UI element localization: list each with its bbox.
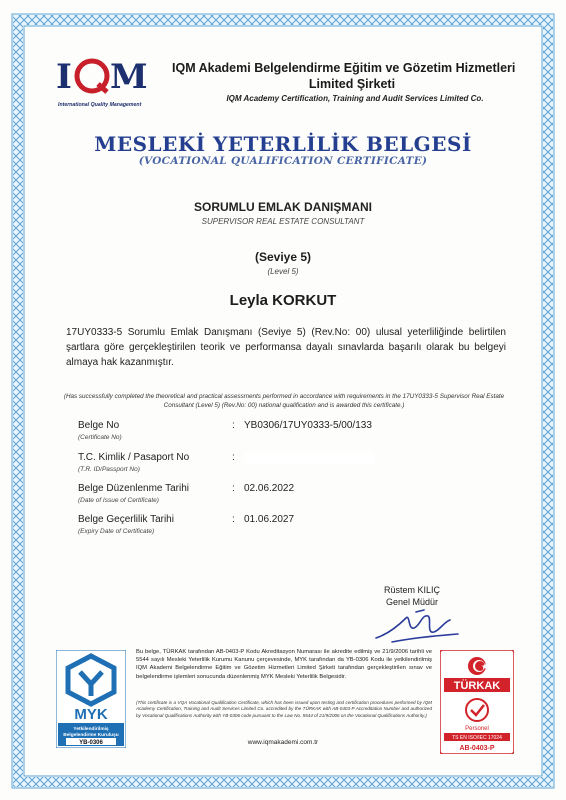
field-value-issue-date: 02.06.2022 [244, 483, 295, 494]
svg-text:M: M [110, 57, 148, 97]
statement-tr: 17UY0333-5 Sorumlu Emlak Danışmanı (Seviye 5) (Rev.No: 00) ulusal yeterliliğinde belirtilen şartlara göre gerçekleştirilen teorik ve performansa dayalı sınavlarda başarılı olarak bu belgeyi almaya hak kazanmıştır. [66, 327, 506, 368]
field-colon: : [232, 483, 235, 494]
svg-text:TÜRKAK: TÜRKAK [453, 680, 501, 692]
svg-text:International Quality Manageme: International Quality Management [58, 102, 142, 108]
holder-name: Leyla KORKUT [229, 292, 337, 309]
statement-en: (Has successfully completed the theoretical and practical assessments performed in accordance with requirements in the 17UY0333-5 Supervisor Real Estate Consultant (Level 5) (Rev.No: 00) national qualification and is awarded this certificate.) [63, 393, 505, 409]
field-sub-expiry-date: (Expiry Date of Certificate) [78, 528, 155, 535]
certificate-title: MESLEKİ YETERLİLİK BELGESİ [94, 132, 472, 156]
signer-name: Rüstem KILIÇ [383, 585, 441, 595]
field-label-issue-date: Belge Düzenlenme Tarihi [78, 483, 189, 494]
svg-text:I: I [56, 57, 72, 97]
org-name-line1: IQM Akademi Belgelendirme Eğitim ve Gözetim Hizmetleri [172, 61, 516, 75]
svg-text:MYK: MYK [74, 706, 108, 723]
field-colon: : [232, 452, 235, 463]
field-value-id-no-redacted [244, 452, 374, 464]
signer-title: Genel Müdür [385, 597, 439, 607]
field-sub-id-no: (T.R. ID/Passport No) [78, 466, 140, 473]
field-label-certificate-no: Belge No [78, 420, 120, 431]
turkak-logo [440, 650, 514, 754]
field-value-certificate-no: YB0306/17UY0333-5/00/133 [244, 420, 372, 431]
field-value-expiry-date: 01.06.2027 [244, 514, 295, 525]
certificate-title-en: (VOCATIONAL QUALIFICATION CERTIFICATE) [138, 155, 428, 167]
svg-text:YB-0306: YB-0306 [79, 740, 103, 746]
field-colon: : [232, 420, 235, 431]
website-url: www.iqmakademi.com.tr [247, 739, 319, 746]
org-name-en: IQM Academy Certification, Training and Audit Services Limited Co. [226, 94, 484, 103]
svg-text:AB-0403-P: AB-0403-P [459, 745, 495, 752]
field-sub-certificate-no: (Certificate No) [78, 434, 122, 441]
qualification-level: (Seviye 5) [254, 250, 312, 264]
field-label-expiry-date: Belge Geçerlilik Tarihi [78, 514, 174, 525]
qualification-name-en: SUPERVISOR REAL ESTATE CONSULTANT [201, 217, 365, 226]
qualification-name: SORUMLU EMLAK DANIŞMANI [194, 200, 372, 214]
svg-text:TS EN ISO/IEC 17024: TS EN ISO/IEC 17024 [452, 735, 502, 741]
legal-text-en: (This certificate is a VQA Vocational Qualification Certificate, which has been issued upon testing and certification procedures performed by IQM Academy Certification, Training and Audit Services Limited Co. accredited by the TÜRKAK with AB-0403-P Accreditation Number and authorized by Vocational Qualifications Authority with YB-0306 code pursuant to the Law No. 5544 of 21/9/2006 on the Vocational Qualifications Authority.) [136, 700, 432, 718]
org-name-line2: Limited Şirketi [308, 77, 396, 91]
qualification-level-en: (Level 5) [267, 267, 299, 276]
legal-text-tr: Bu belge, TÜRKAK tarafından AB-0403-P Kodu Akreditasyon Numarası ile akredite edilmiş ve 21/9/2006 tarihli ve 5544 sayılı Mesleki Yeterlilik Kurumu Kanunu çerçevesinde, MYK tarafından da YB-0306 Kodu ile yetkilendirilmiş IQM Akademi Belgelendirme Eğitim ve Gözetim Hizmetleri Limited Şirketi tarafından gerçekleştirilen sınav ve belgelendirme işlemleri sonucunda düzenlenmiş MYK Mesleki Yeterlilik Belgesidir. [136, 649, 432, 680]
svg-text:Yetkilendirilmiş: Yetkilendirilmiş [73, 727, 109, 732]
org-name [172, 60, 532, 92]
field-sub-issue-date: (Date of Issue of Certificate) [78, 497, 159, 504]
field-colon: : [232, 514, 235, 525]
svg-text:Personel: Personel [465, 726, 489, 732]
iqm-logo [54, 50, 166, 112]
field-label-id-no: T.C. Kimlik / Pasaport No [78, 452, 190, 463]
signature-icon [372, 604, 462, 648]
myk-logo [56, 650, 126, 748]
svg-text:Belgelendirme Kuruluşu: Belgelendirme Kuruluşu [63, 733, 119, 738]
